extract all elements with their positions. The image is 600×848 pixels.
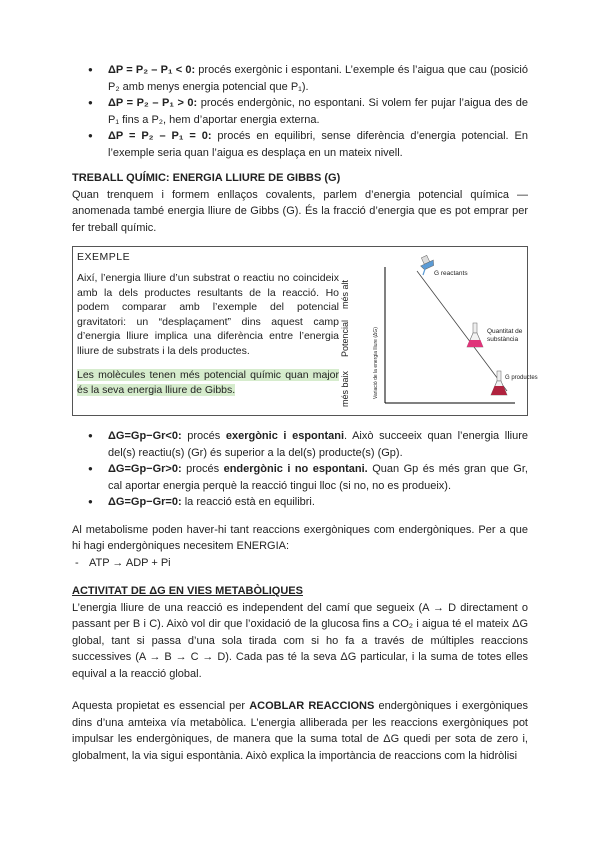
list-item: ● ΔG=Gp−Gr=0: la reacció està en equilibri. [108, 494, 528, 511]
quantity-label-2: substància [487, 336, 519, 343]
coupling-paragraph: Aquesta propietat es essencial per ACOBLAR REACCIONS endergòniques i exergòniques dins d’una amteixa vía metabòlica. L’energia alliberada per les reaccions exergòniques pot impulsar les endergòniques, de manera que la suma total de ΔG quedi per sota de zero i, globalment, la via sigui espontània. Això explica la importància de reaccions com la hidròlisi [72, 700, 529, 762]
axis-mid-label: Potencial [340, 319, 350, 357]
example-text [77, 271, 339, 397]
example-box [72, 246, 538, 416]
example-paragraph: Així, l’energia lliure d’un substrat o reactiu no coincideix amb la dels productes resultants de la reacció. Ho podem comparar amb l’exemple del potencial gravitatori: un “desplaçament” dins aquest camp d’energia lliure implica una diferència entre l’energia lliure de substrats i la dels productes. [77, 272, 339, 357]
free-energy-figure [339, 253, 538, 411]
example-title: EXEMPLE [77, 251, 131, 263]
axis-high-label: més alt [340, 279, 350, 309]
metabolism-paragraph: Al metabolisme poden haver-hi tant reaccions exergòniques com endergòniques. Per a que hi hagi endergòniques necesitem ENERGIA: [72, 523, 528, 552]
axis-sub-label: Variació de la energia lliure (ΔG) [373, 327, 379, 399]
reactants-label: G reactants [434, 270, 468, 277]
section-heading-gibbs: TREBALL QUÍMIC: ENERGIA LLIURE DE GIBBS (G) [72, 172, 341, 184]
atp-item: - ATP → ADP + Pi [72, 555, 528, 572]
list-item: ● ΔG=Gp−Gr>0: procés endergònic i no espontani. Quan Gp és més gran que Gr, cal aportar energia perquè la reacció tingui lloc (si no, no es produeix). [108, 461, 528, 494]
middle-flask [467, 323, 483, 347]
products-label: G productes [505, 375, 538, 381]
axis-low-label: més baix [340, 370, 350, 407]
list-item: ● ΔG=Gp−Gr<0: procés exergònic i espontani. Això succeeix quan l’energia lliure del(s) reactiu(s) (Gr) és superior a la del(s) producte(s) (Gp). [108, 428, 528, 461]
delta-g-list [72, 428, 528, 511]
section-heading-pathways: ACTIVITAT DE ΔG EN VIES METABÒLIQUES [72, 585, 303, 597]
delta-p-list [72, 62, 528, 161]
gibbs-paragraph: Quan trenquem i formem enllaços covalents, parlem d’energia potencial química —anomenada també energia lliure de Gibbs (G). És la fracció d’energia que es pot emprar per fer treball químic. [72, 188, 528, 234]
list-item: ● ΔP = P₂ – P₁ = 0: procés en equilibri, sense diferència d’energia potencial. En l’exemple seria quan l’aigua es desplaça en un mateix nivell. [108, 128, 528, 161]
example-highlight: Les molècules tenen més potencial químic quan major és la seva energia lliure de Gibbs. [77, 369, 339, 396]
quantity-label-1: Quantitat de [487, 328, 523, 335]
list-item: ● ΔP = P₂ – P₁ > 0: procés endergònic, no espontani. Si volem fer pujar l’aigua des de P₁ fins a P₂, hem d’aportar energia externa. [108, 95, 528, 128]
pathways-paragraph: L’energia lliure de una reacció es independent del camí que segueix (A → D directament o passant per B i C). Això vol dir que l’oxidació de la glucosa fins a CO₂ i aigua té el mateix ΔG global, tant si passa d’una sola tirada com si ho fa a través de múltiples reaccions successives (A → B → C → D). Cada pas té la seva ΔG particular, i la suma de totes elles equival a la reacció global. [72, 601, 528, 680]
document-page [72, 62, 538, 764]
list-item: ● ΔP = P₂ – P₁ < 0: procés exergònic i espontani. L’exemple és l’aigua que cau (posició P₂ amb menys energia potencial que P₁). [108, 62, 528, 95]
reactants-flask [418, 254, 436, 271]
